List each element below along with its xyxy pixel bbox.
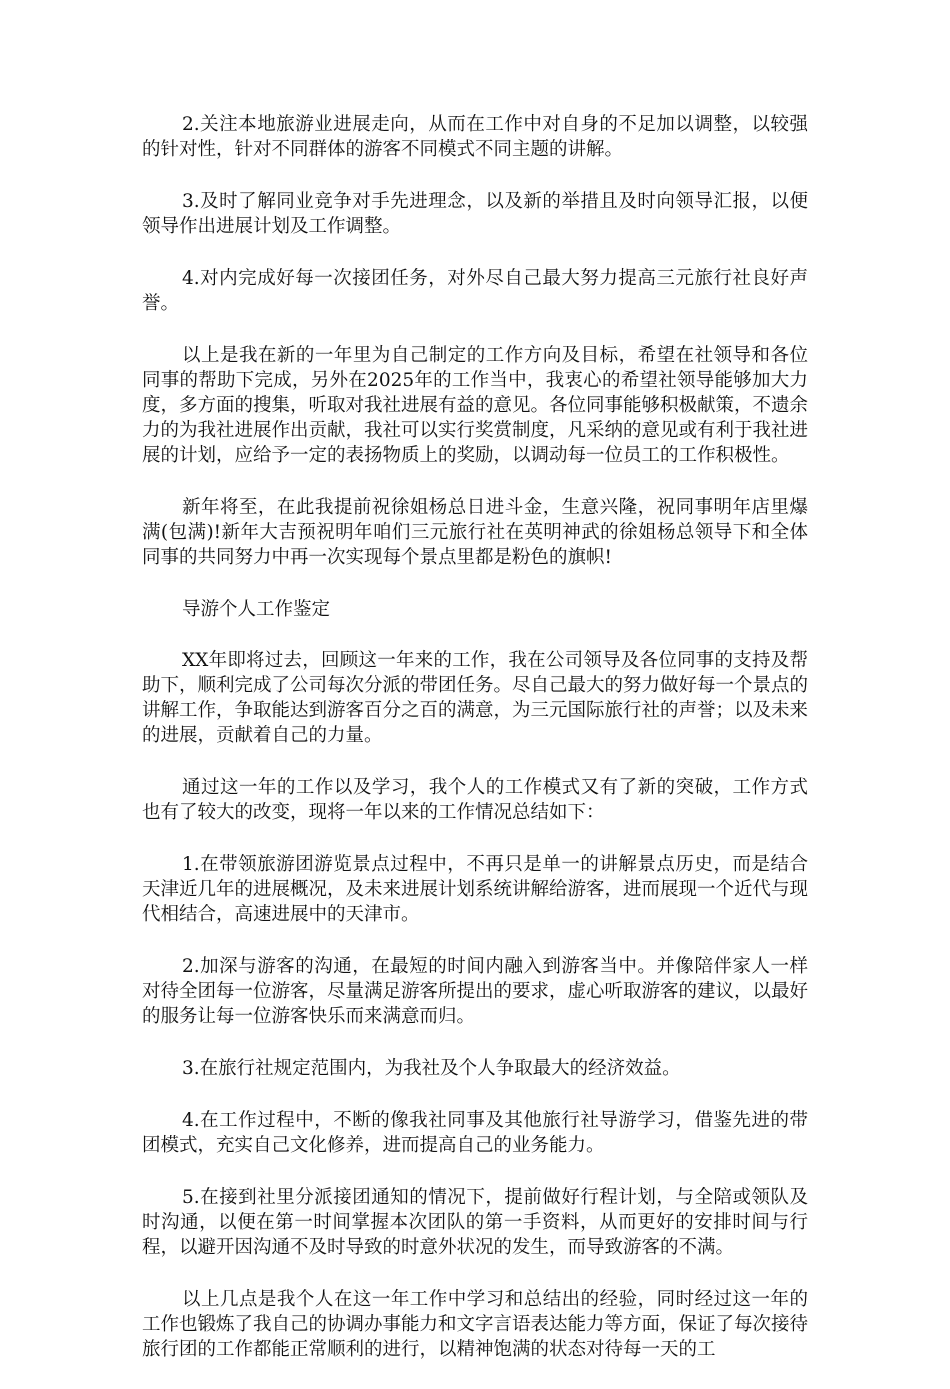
section-title: 导游个人工作鉴定 [182,599,331,620]
paragraph-point-3: 3.在旅行社规定范围内，为我社及个人争取最大的经济效益。 [182,1058,681,1079]
paragraph-point-1: 1.在带领旅游团游览景点过程中，不再只是单一的讲解景点历史，而是结合天津近几年的进展概况，及未来进展计划系统讲解给游客，进而展现一个近代与现代相结合，高速进展中的天津市。 [142,854,809,925]
paragraph-summary-intro: 通过这一年的工作以及学习，我个人的工作模式又有了新的突破，工作方式也有了较大的改变，现将一年以来的工作情况总结如下： [142,777,808,823]
paragraph-item-3: 3.及时了解同业竞争对手先进理念，以及新的举措且及时向领导汇报，以便领导作出进展计划及工作调整。 [142,191,808,237]
paragraph-year-review: XX年即将过去，回顾这一年来的工作，我在公司领导及各位同事的支持及帮助下，顺利完成了公司每次分派的带团任务。尽自己最大的努力做好每一个景点的讲解工作，争取能达到游客百分之百的满意，为三元国际旅行社的声誉；以及未来的进展，贡献着自己的力量。 [142,650,809,746]
document-body [142,112,808,1389]
paragraph-item-4: 4.对内完成好每一次接团任务，对外尽自己最大努力提高三元旅行社良好声誉。 [142,268,808,314]
paragraph-point-5: 5.在接到社里分派接团通知的情况下，提前做好行程计划，与全陪或领队及时沟通，以便在第一时间掌握本次团队的第一手资料，从而更好的安排时间与行程，以避开因沟通不及时导致的时意外状况的发生，而导致游客的不满。 [142,1187,808,1258]
paragraph-new-year-wishes: 新年将至，在此我提前祝徐姐杨总日进斗金，生意兴隆，祝同事明年店里爆满(包满)!新年大吉预祝明年咱们三元旅行社在英明神武的徐姐杨总领导下和全体同事的共同努力中再一次实现每个景点里都是粉色的旗帜! [142,497,808,568]
paragraph-item-2: 2.关注本地旅游业进展走向，从而在工作中对自身的不足加以调整，以较强的针对性，针对不同群体的游客不同模式不同主题的讲解。 [142,114,808,160]
paragraph-conclusion: 以上几点是我个人在这一年工作中学习和总结出的经验，同时经过这一年的工作也锻炼了我自己的协调办事能力和文字言语表达能力等方面，保证了每次接待旅行团的工作都能正常顺利的进行，以精神饱满的状态对待每一天的工 [142,1289,809,1360]
paragraph-point-4: 4.在工作过程中，不断的像我社同事及其他旅行社导游学习，借鉴先进的带团模式，充实自己文化修养，进而提高自己的业务能力。 [142,1110,808,1156]
paragraph-goals: 以上是我在新的一年里为自己制定的工作方向及目标，希望在社领导和各位同事的帮助下完成，另外在2025年的工作当中，我衷心的希望社领导能够加大力度，多方面的搜集，听取对我社进展有益的意见。各位同事能够积极献策，不遗余力的为我社进展作出贡献，我社可以实行奖赏制度，凡采纳的意见或有利于我社进展的计划，应给予一定的表扬物质上的奖励，以调动每一位员工的工作积极性。 [142,345,809,466]
paragraph-point-2: 2.加深与游客的沟通，在最短的时间内融入到游客当中。并像陪伴家人一样对待全团每一位游客，尽量满足游客所提出的要求，虚心听取游客的建议，以最好的服务让每一位游客快乐而来满意而归。 [142,956,809,1027]
